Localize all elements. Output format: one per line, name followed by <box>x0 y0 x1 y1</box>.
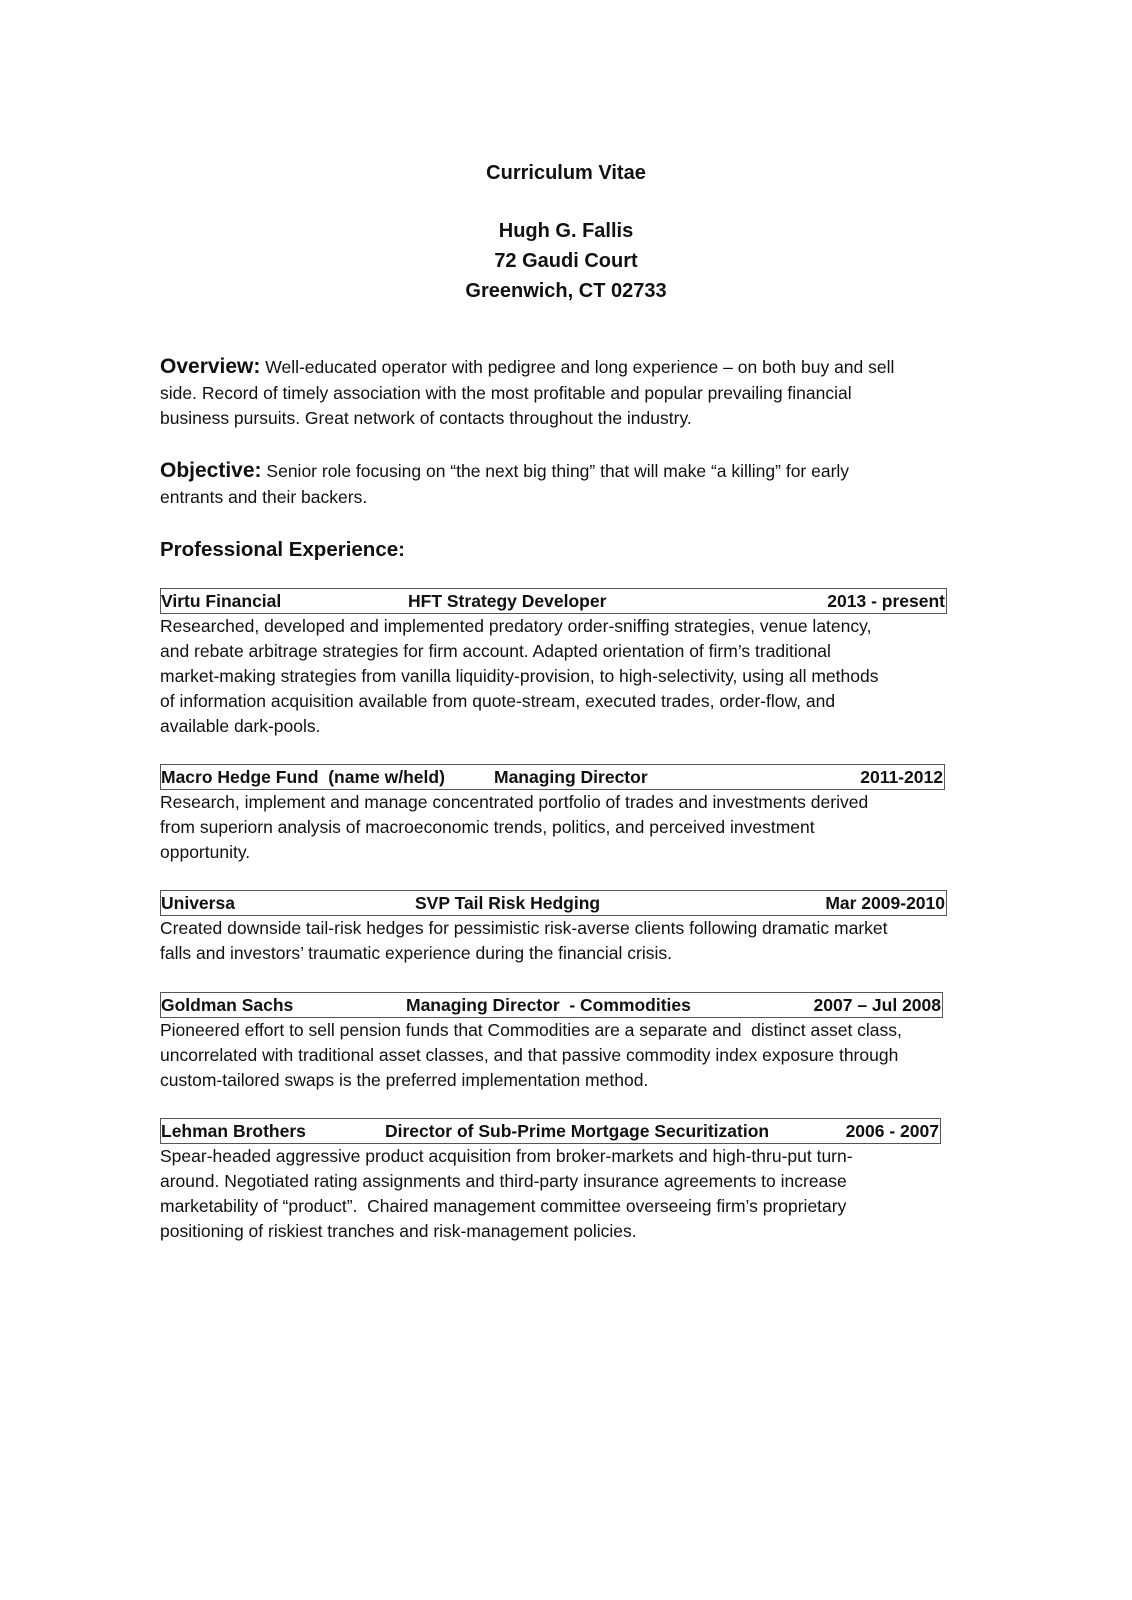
job-dates: 2006 - 2007 <box>845 1121 939 1141</box>
job-company: Goldman Sachs <box>161 995 294 1015</box>
job-role: Director of Sub-Prime Mortgage Securitization <box>385 1121 770 1141</box>
job-company: Macro Hedge Fund (name w/held) <box>161 767 445 787</box>
job-description-line: Spear-headed aggressive product acquisition from broker-markets and high-thru-put turn- <box>160 1146 853 1166</box>
job-description-line: custom-tailored swaps is the preferred implementation method. <box>160 1070 649 1090</box>
overview-label: Overview: <box>160 355 261 378</box>
experience-heading: Professional Experience: <box>160 538 405 561</box>
job-description-line: uncorrelated with traditional asset classes, and that passive commodity index exposure through <box>160 1045 899 1065</box>
job-description-line: around. Negotiated rating assignments and third-party insurance agreements to increase <box>160 1171 847 1191</box>
job-company: Lehman Brothers <box>161 1121 306 1141</box>
job-description <box>160 614 947 739</box>
job-description-line: falls and investors’ traumatic experience during the financial crisis. <box>160 943 672 963</box>
objective-section <box>160 458 960 510</box>
job-dates: 2007 – Jul 2008 <box>813 995 941 1015</box>
job-entry-universa <box>160 890 947 966</box>
contact-block <box>0 216 1132 306</box>
objective-label: Objective: <box>160 459 262 482</box>
job-dates: Mar 2009-2010 <box>825 893 945 913</box>
job-description-line: opportunity. <box>160 842 251 862</box>
job-description-line: Pioneered effort to sell pension funds that Commodities are a separate and distinct asset class, <box>160 1020 902 1040</box>
job-entry-lehman-brothers <box>160 1118 941 1244</box>
job-description-line: available dark-pools. <box>160 716 321 736</box>
job-header <box>160 992 943 1018</box>
address-street: 72 Gaudi Court <box>494 250 638 272</box>
job-dates: 2011-2012 <box>860 767 943 787</box>
candidate-name: Hugh G. Fallis <box>498 220 634 242</box>
overview-section <box>160 354 960 432</box>
address-city: Greenwich, CT 02733 <box>465 280 667 302</box>
job-description-line: Researched, developed and implemented predatory order-sniffing strategies, venue latency, <box>160 616 872 636</box>
job-company: Virtu Financial <box>161 591 282 611</box>
job-description-line: Research, implement and manage concentrated portfolio of trades and investments derived <box>160 792 869 812</box>
job-header <box>160 588 947 614</box>
job-description-line: and rebate arbitrage strategies for firm account. Adapted orientation of firm’s traditional <box>160 641 831 661</box>
job-description <box>160 916 947 966</box>
document-title: Curriculum Vitae <box>486 162 646 184</box>
job-role: HFT Strategy Developer <box>408 591 607 611</box>
job-description <box>160 1018 943 1093</box>
job-description-line: market-making strategies from vanilla liquidity-provision, to high-selectivity, using all methods <box>160 666 879 686</box>
overview-line: Well-educated operator with pedigree and long experience – on both buy and sell <box>265 357 895 377</box>
job-description <box>160 1144 941 1244</box>
objective-line: Senior role focusing on “the next big thing” that will make “a killing” for early <box>266 461 850 481</box>
job-dates: 2013 - present <box>827 591 945 611</box>
job-header <box>160 1118 941 1144</box>
job-description-line: Created downside tail-risk hedges for pessimistic risk-averse clients following dramatic market <box>160 918 888 938</box>
job-header <box>160 764 945 790</box>
overview-line: business pursuits. Great network of contacts throughout the industry. <box>160 408 692 428</box>
job-description <box>160 790 945 865</box>
job-entry-macro-hedge-fund <box>160 764 945 865</box>
job-description-line: positioning of riskiest tranches and risk-management policies. <box>160 1221 637 1241</box>
job-role: SVP Tail Risk Hedging <box>415 893 601 913</box>
job-role: Managing Director - Commodities <box>406 995 691 1015</box>
job-company: Universa <box>161 893 235 913</box>
job-description-line: from superiorn analysis of macroeconomic trends, politics, and perceived investment <box>160 817 815 837</box>
job-entry-virtu <box>160 588 947 739</box>
overview-line: side. Record of timely association with the most profitable and popular prevailing financial <box>160 382 852 403</box>
job-role: Managing Director <box>494 767 648 787</box>
job-header <box>160 890 947 916</box>
job-description-line: of information acquisition available from quote-stream, executed trades, order-flow, and <box>160 691 836 711</box>
job-description-line: marketability of “product”. Chaired management committee overseeing firm’s proprietary <box>160 1196 847 1216</box>
job-entry-goldman-sachs <box>160 992 943 1093</box>
objective-line: entrants and their backers. <box>160 486 368 507</box>
